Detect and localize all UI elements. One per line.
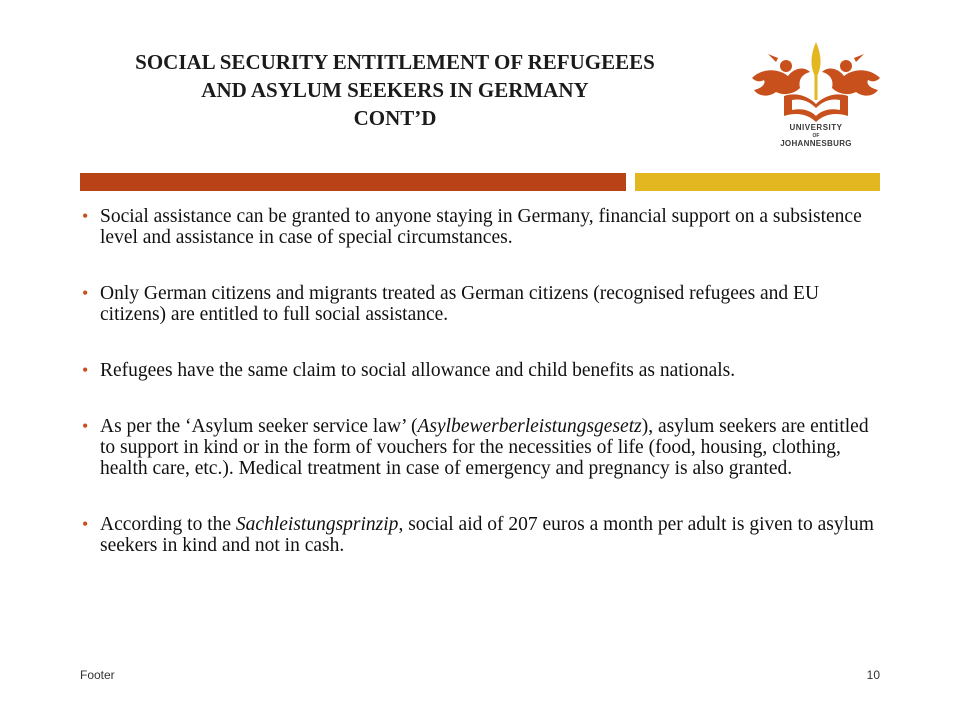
slide-number: 10: [866, 668, 880, 682]
bullet-marker: •: [82, 416, 89, 436]
bullet-text-pre: According to the: [100, 514, 236, 535]
list-item: [80, 416, 886, 479]
bullet-list: [80, 206, 886, 591]
bullet-marker: •: [82, 206, 89, 226]
list-item: [80, 206, 886, 248]
logo-line-1: UNIVERSITY: [789, 123, 843, 132]
title-line-1: SOCIAL SECURITY ENTITLEMENT OF REFUGEEES: [135, 50, 655, 74]
logo-line-2: OF: [812, 133, 820, 139]
title-divider-bar-primary: [80, 173, 626, 191]
bullet-marker: •: [82, 514, 89, 534]
title-line-2: AND ASYLUM SEEKERS IN GERMANY: [201, 78, 589, 102]
bullet-text: Refugees have the same claim to social allowance and child benefits as nationals.: [100, 360, 736, 381]
bullet-text: Only German citizens and migrants treated as German citizens (recognised refugees and EU citizens) are entitled to full social assistance.: [100, 283, 820, 325]
bullet-marker: •: [82, 360, 89, 380]
principle-name-italic: Sachleistungsprinzip: [235, 514, 399, 535]
bullet-text: [100, 416, 869, 479]
bullet-marker: •: [82, 283, 89, 303]
logo-line-3: JOHANNESBURG: [780, 139, 852, 148]
bullet-text: [100, 514, 874, 556]
law-name-italic: Asylbewerberleistungsgesetz: [417, 416, 642, 437]
bullet-text-post: , social aid of 207 euros a month per adult is given to asylum seekers in kind and not in cash.: [100, 514, 874, 556]
title-divider-bar-secondary: [635, 173, 880, 191]
list-item: [80, 514, 886, 556]
slide-title: [80, 48, 710, 132]
list-item: [80, 283, 886, 325]
bullet-text-post: ), asylum seekers are entitled to support in kind or in the form of vouchers for the necessities of life (food, housing, clothing, health care, etc.). Medical treatment in case of emergency and pregnancy is also granted.: [100, 416, 869, 479]
list-item: [80, 360, 886, 381]
university-logo-text: [748, 123, 884, 149]
bullet-text-pre: As per the ‘Asylum seeker service law’ (: [100, 416, 418, 437]
bullet-text: Social assistance can be granted to anyone staying in Germany, financial support on a subsistence level and assistance in case of special circumstances.: [100, 206, 862, 248]
title-line-3: CONT’D: [353, 106, 437, 130]
slide-footer: Footer: [80, 668, 115, 682]
